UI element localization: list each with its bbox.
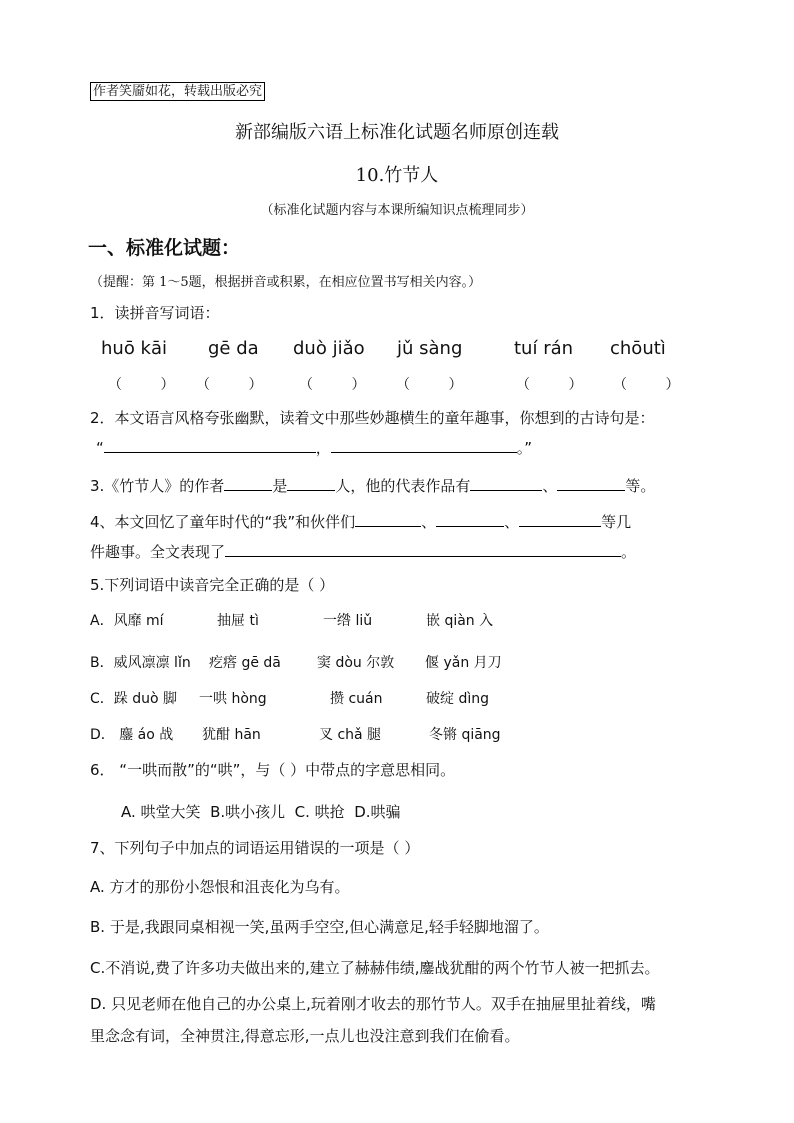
answer-blank[interactable] [436,512,504,527]
question-4-line2: 件趣事。全文表现了 。 [90,543,637,561]
reminder-text: （提醒：第 1～5题，根据拼音或积累，在相应位置书写相关内容。） [90,275,482,290]
answer-blank[interactable] [519,512,601,527]
question-7-option-b: B. 于是,我跟同桌相视一笑,虽两手空空,但心满意足,轻手轻脚地溜了。 [90,918,549,936]
question-2: 2．本文语言风格夸张幽默，读着文中那些妙趣横生的童年趣事，你想到的古诗句是： [90,409,655,427]
question-1: 1．读拼音写词语： [90,304,220,322]
pinyin-3: duò jiǎo [293,338,365,359]
answer-paren-3: （ ） [299,377,366,393]
question-4: 4、本文回忆了童年时代的“我”和伙伴们 、 、 等几 [90,513,632,531]
answer-paren-6: （ ） [613,377,680,393]
option-b-3: 窦 dòu 尔敦 [317,655,395,671]
question-7-option-c: C.不消说,费了许多功夫做出来的,建立了赫赫伟绩,鏖战犹酣的两个竹节人被一把抓去。 [90,959,660,977]
option-b-4: 偃 yǎn 月刀 [425,655,502,671]
option-c-3: 攒 cuán [330,691,383,707]
answer-paren-2: （ ） [196,377,263,393]
answer-blank[interactable] [224,476,272,491]
answer-blank[interactable] [287,476,335,491]
pinyin-6: chōutì [610,338,666,359]
question-6-options: A. 哄堂大笑 B.哄小孩儿 C. 哄抢 D.哄骗 [121,803,401,821]
answer-blank[interactable] [470,476,542,491]
pinyin-4: jǔ sàng [397,338,463,359]
option-a-4: 嵌 qiàn 入 [426,613,494,629]
answer-blank[interactable] [104,438,316,453]
option-d-2: 犹酣 hān [202,727,261,743]
pinyin-2: gē da [208,338,259,359]
answer-blank[interactable] [225,542,621,557]
question-7-option-d-line2: 里念念有词，全神贯注,得意忘形,一点儿也没注意到我们在偷看。 [90,1027,520,1045]
question-6: 6． “一哄而散”的“哄”，与（ ）中带点的字意思相同。 [90,761,456,779]
answer-blank[interactable] [331,438,517,453]
question-2-blanks: “ ， 。” [96,439,533,457]
subtitle: （标准化试题内容与本课所编知识点梳理同步） [260,203,534,218]
option-c-1: C．跺 duò 脚 [90,691,178,707]
section-heading: 一、标准化试题： [88,237,241,259]
answer-blank[interactable] [557,476,625,491]
series-title: 新部编版六语上标准化试题名师原创连载 [235,122,559,143]
lesson-title: 10.竹节人 [355,165,439,186]
option-b-1: B．威风凛凛 lǐn [90,655,191,671]
answer-paren-1: （ ） [108,377,175,393]
option-c-2: 一哄 hòng [199,691,267,707]
pinyin-1: huō kāi [101,338,168,359]
option-a-1: A．风靡 mí [90,613,164,629]
author-note: 作者笑靥如花，转载出版必究 [90,82,265,101]
option-b-2: 疙瘩 gē dā [209,655,281,671]
pinyin-5: tuí rán [514,338,574,359]
option-d-3: 叉 chǎ 腿 [319,727,382,743]
question-7-option-d: D. 只见老师在他自己的办公桌上,玩着刚才收去的那竹节人。双手在抽屉里扯着线，嘴 [90,995,656,1013]
option-d-1: D． 鏖 áo 战 [90,727,174,743]
option-a-3: 一绺 liǔ [323,613,373,629]
answer-blank[interactable] [355,512,421,527]
question-3: 3.《竹节人》的作者 是 人，他的代表作品有 、 等。 [90,477,656,495]
question-7-option-a: A. 方才的那份小怨恨和沮丧化为乌有。 [90,878,350,896]
question-5: 5.下列词语中读音完全正确的是（ ） [90,576,335,594]
option-d-4: 冬锵 qiāng [429,727,501,743]
answer-paren-4: （ ） [396,377,463,393]
option-c-4: 破绽 dìng [426,691,489,707]
question-7: 7、下列句子中加点的词语运用错误的一项是（ ） [90,839,420,857]
answer-paren-5: （ ） [516,377,583,393]
option-a-2: 抽屉 tì [217,613,259,629]
